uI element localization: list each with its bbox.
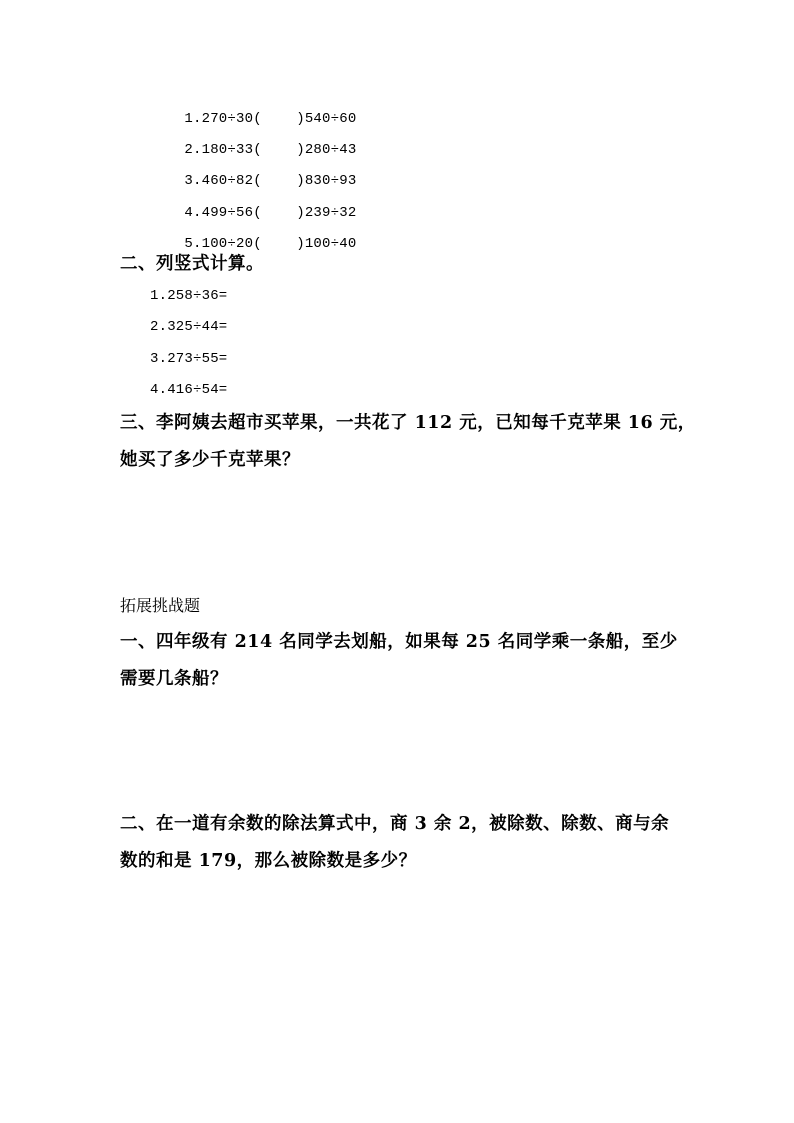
section3-line2: 她买了多少千克苹果？ — [120, 450, 300, 470]
calc-item-1: 1.258÷36= — [150, 288, 228, 304]
extension-q1-line1: 一、四年级有 214 名同学去划船，如果每 25 名同学乘一条船，至少 — [120, 632, 678, 652]
compare-paren: ( ) — [253, 205, 305, 221]
calc-item-3: 3.273÷55= — [150, 351, 228, 367]
compare-left: 4.499÷56 — [184, 205, 254, 221]
compare-left: 2.180÷33 — [184, 142, 254, 158]
compare-right: 830÷93 — [304, 173, 357, 189]
compare-paren: ( ) — [253, 173, 305, 189]
compare-right: 540÷60 — [304, 111, 357, 127]
extension-q2-line1: 二、在一道有余数的除法算式中，商 3 余 2，被除数、除数、商与余 — [120, 814, 670, 834]
calc-item-4: 4.416÷54= — [150, 382, 228, 398]
extension-q1-line2: 需要几条船？ — [120, 669, 228, 689]
calc-item-2: 2.325÷44= — [150, 319, 228, 335]
compare-paren: ( ) — [253, 236, 305, 252]
compare-paren: ( ) — [253, 111, 305, 127]
compare-right: 280÷43 — [304, 142, 357, 158]
compare-left: 3.460÷82 — [184, 173, 254, 189]
compare-right: 239÷32 — [304, 205, 357, 221]
compare-paren: ( ) — [253, 142, 305, 158]
compare-left: 1.270÷30 — [184, 111, 254, 127]
extension-title: 拓展挑战题 — [120, 596, 201, 615]
compare-left: 5.100÷20 — [184, 236, 254, 252]
section3-line1: 三、李阿姨去超市买苹果，一共花了 112 元，已知每千克苹果 16 元， — [120, 413, 696, 433]
extension-q2-line2: 数的和是 179，那么被除数是多少？ — [120, 851, 417, 871]
section2-title: 二、列竖式计算。 — [120, 254, 264, 274]
compare-right: 100÷40 — [304, 236, 357, 252]
